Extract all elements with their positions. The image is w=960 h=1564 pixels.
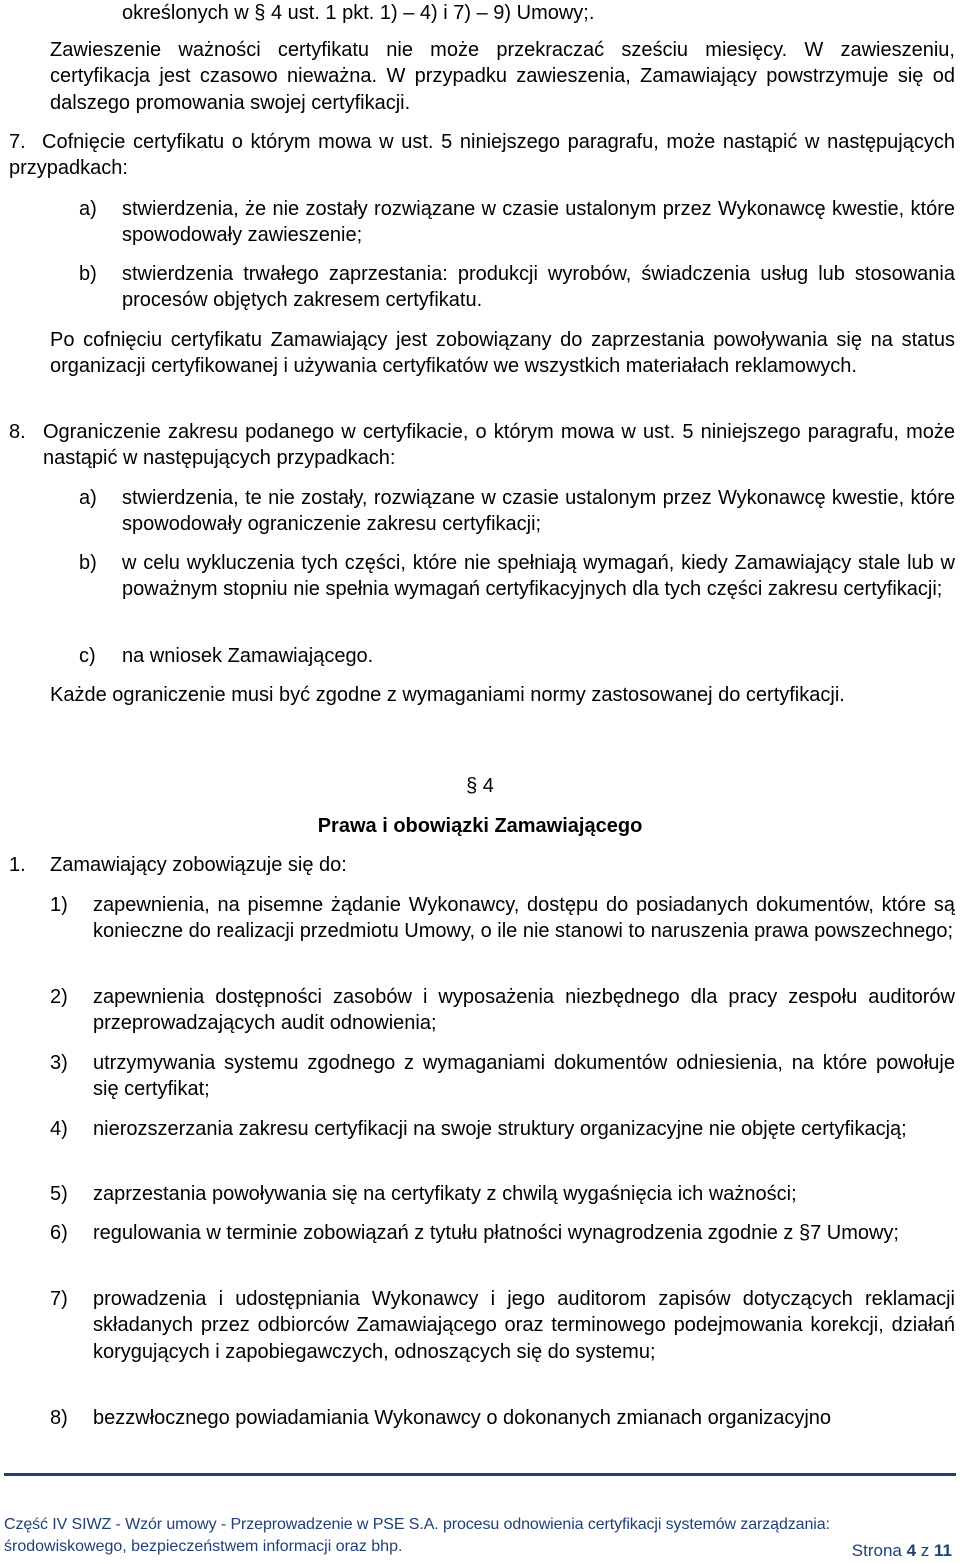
item-8-after: Każde ograniczenie musi być zgodne z wymaganiami normy zastosowanej do certyfikacji. <box>50 684 845 706</box>
item-7-intro: Cofnięcie certyfikatu o którym mowa w ust. 5 niniejszego paragrafu, może nastąpić w następujących przypadkach: <box>9 131 955 180</box>
footer-line-2: środowiskowego, bezpieczeństwem informacji oraz bhp. <box>4 1538 403 1555</box>
point-4-label: 4) <box>50 1118 68 1140</box>
point-3-label: 3) <box>50 1052 68 1074</box>
section-number: § 4 <box>466 775 494 797</box>
point-6-label: 6) <box>50 1222 68 1244</box>
continuation-line: określonych w § 4 ust. 1 pkt. 1) – 4) i 7) – 9) Umowy;. <box>122 2 595 24</box>
page-current: 4 <box>906 1541 917 1560</box>
footer-rule <box>4 1473 956 1476</box>
point-5-text: zaprzestania powoływania się na certyfikaty z chwilą wygaśnięcia ich ważności; <box>93 1183 797 1205</box>
suspension-paragraph: Zawieszenie ważności certyfikatu nie może przekraczać sześciu miesięcy. W zawieszeniu, certyfikacja jest czasowo nieważna. W przypadku zawieszenia, Zamawiający powstrzymuje się od dalszego promowania swojej certyfikacji. <box>50 39 955 114</box>
point-7-label: 7) <box>50 1288 68 1310</box>
point-4-text: nierozszerzania zakresu certyfikacji na swoje struktury organizacyjne nie objęte certyfikacją; <box>93 1118 907 1140</box>
point-2-label: 2) <box>50 986 68 1008</box>
item-8-intro: Ograniczenie zakresu podanego w certyfikacie, o którym mowa w ust. 5 niniejszego paragrafu, może nastąpić w następujących przypadkach: <box>43 421 955 470</box>
point-3-text: utrzymywania systemu zgodnego z wymaganiami dokumentów odniesienia, na które powołuje się certyfikat; <box>93 1052 955 1101</box>
item-1-number: 1. <box>9 854 26 876</box>
item-8a-text: stwierdzenia, te nie zostały, rozwiązane w czasie ustalonym przez Wykonawcę kwestie, które spowodowały ograniczenie zakresu certyfikacji; <box>122 487 955 536</box>
page-separator: z <box>916 1541 935 1560</box>
item-7a-label: a) <box>79 198 97 220</box>
item-8b-label: b) <box>79 552 97 574</box>
item-8a-label: a) <box>79 487 97 509</box>
page-number <box>852 1540 952 1562</box>
page-prefix: Strona <box>851 1541 907 1560</box>
point-8-label: 8) <box>50 1407 68 1429</box>
section-title: Prawa i obowiązki Zamawiającego <box>317 815 643 837</box>
item-7b-text: stwierdzenia trwałego zaprzestania: produkcji wyrobów, świadczenia usług lub stosowania procesów objętych zakresem certyfikatu. <box>122 263 955 312</box>
item-7-after: Po cofnięciu certyfikatu Zamawiający jest zobowiązany do zaprzestania powoływania się na status organizacji certyfikowanej i używania certyfikatów we wszystkich materiałach reklamowych. <box>50 329 955 378</box>
point-5-label: 5) <box>50 1183 68 1205</box>
point-8-text: bezzwłocznego powiadamiania Wykonawcy o dokonanych zmianach organizacyjno <box>93 1407 832 1429</box>
point-1-label: 1) <box>50 894 68 916</box>
item-8c-label: c) <box>79 645 96 667</box>
point-7-text: prowadzenia i udostępniania Wykonawcy i jego auditorom zapisów dotyczących reklamacji składanych przez odbiorców Zamawiającego oraz terminowego podejmowania korekcji, działań korygujących i zapobiegawczych, odnoszących się do systemu; <box>93 1288 955 1363</box>
item-8c-text: na wniosek Zamawiającego. <box>122 645 374 667</box>
item-1-intro: Zamawiający zobowiązuje się do: <box>50 854 347 876</box>
item-8-number: 8. <box>9 421 26 443</box>
item-7b-label: b) <box>79 263 97 285</box>
point-1-text: zapewnienia, na pisemne żądanie Wykonawcy, dostępu do posiadanych dokumentów, które są konieczne do realizacji przedmiotu Umowy, o ile nie stanowi to naruszenia prawa powszechnego; <box>93 894 955 943</box>
item-7a-text: stwierdzenia, że nie zostały rozwiązane w czasie ustalonym przez Wykonawcę kwestie, które spowodowały zawieszenie; <box>122 198 955 247</box>
point-6-text: regulowania w terminie zobowiązań z tytułu płatności wynagrodzenia zgodnie z §7 Umowy; <box>93 1222 899 1244</box>
item-7-number: 7. <box>9 131 26 153</box>
point-2-text: zapewnienia dostępności zasobów i wyposażenia niezbędnego dla pracy zespołu auditorów przeprowadzających audit odnowienia; <box>93 986 955 1035</box>
footer-line-1: Część IV SIWZ - Wzór umowy - Przeprowadzenie w PSE S.A. procesu odnowienia certyfikacji systemów zarządzania: <box>4 1516 830 1533</box>
page-total: 11 <box>934 1541 952 1560</box>
item-8b-text: w celu wykluczenia tych części, które nie spełniają wymagań, kiedy Zamawiający stale lub w poważnym stopniu nie spełnia wymagań certyfikacyjnych dla tych części zakresu certyfikacji; <box>122 552 955 601</box>
